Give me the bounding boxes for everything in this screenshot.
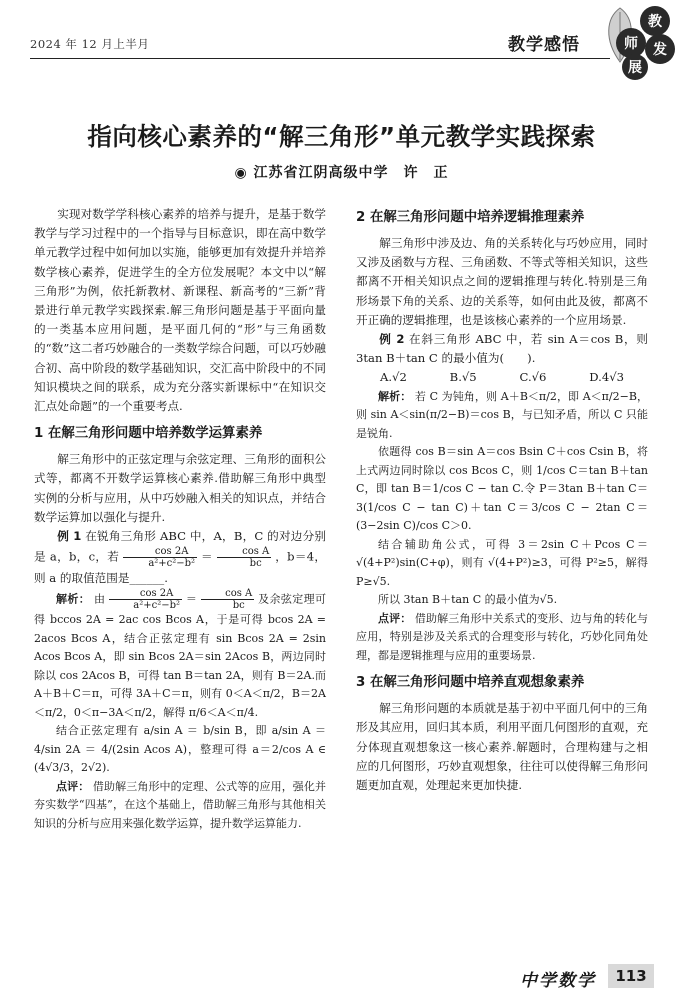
page-number: 113 [608,964,654,988]
header-rule [30,58,610,59]
solution-1-continued: 结合正弦定理有 a/sin A ＝ b/sin B，即 a/sin A ＝ 4/sin 2A ＝ 4/(2sin Acos A)，整理可得 a＝2/cos A ∈ (4√3/3，2√2). [34,724,326,775]
badge-shi: 师 [616,28,646,58]
comment-2 [356,610,648,666]
solution-2-step-2: 依题得 cos B＝sin A＝cos Bsin C＋cos Csin B，将上式两边同时除以 cos Bcos C，则 1/cos C＝tan B＋tan C，即 tan B＝1/cos C − tan C.令 P＝3tan B＋tan C＝3(1/cos C − tan C)＋tan C＝3/cos C − 2tan C＝(3−2sin C)/cos C＞0. [356,445,648,533]
option-b: B.√5 [449,370,477,385]
section-2-paragraph: 解三角形中涉及边、角的关系转化与巧妙应用，同时又涉及函数与方程、三角函数、不等式等相关知识，这些都离不开相关知识点之间的逻辑推理与转化.特别是三角形场景下角的关系、边的关系等，如何由此及彼，都离不开正确的逻辑推理，也是该核心素养的一个应用场景. [356,236,648,327]
example-1-text-a: 在锐角三角形 ABC 中，A，B，C 的对边分别是 a，b，c，若 [34,529,326,564]
badge-fa: 发 [645,34,675,64]
solution-1: 解析： 由 $\frac{\cos 2A}{\text{a²+c²−b²}}$ ＝ $\frac{\text{cos A}}{bc}$ 及余弦定理可得 bccos 2A = 2ac cos Bcos A，于是可得 bcos 2A = 2acos Bcos A，结合正弦定理有 sin Bcos 2A = 2sin Acos Bcos A，即 sin Bcos 2A＝sin 2Acos B，两边同时除以 cos 2Acos B，可得 tan B＝tan 2A，则有 B＝2A.而 A＋B＋C＝π，可得 3A＋C＝π，则有 0＜A＜π/2，B＝2A＜π/2，0＜π−3A＜π/2，解得 π/6＜A＜π/4. [34,588,327,719]
solution-2-step-4: 所以 3tan B＋tan C 的最小值为√5. [378,593,558,607]
badge-jiao: 教 [640,6,670,36]
example-2-options [356,368,648,387]
right-column [356,208,648,795]
section-1-heading: 1 在解三角形问题中培养数学运算素养 [34,426,263,442]
left-column [34,205,326,833]
example-2-text: 在斜三角形 ABC 中，若 sin A＝cos B，则 3tan B＋tan C 的最小值为( ). [356,332,649,366]
solution-1-body: 及余弦定理可得 bccos 2A = 2ac cos Bcos A，于是可得 bcos 2A = 2acos Bcos A，结合正弦定理有 sin Bcos 2A = 2sin Acos Bcos A，即 sin Bcos 2A＝sin 2Acos B，两边同时除以 cos 2Acos B，可得 tan B＝tan 2A，则有 B＝2A.而 A＋B＋C＝π，可得 3A＋C＝π，则有 0＜A＜π/2，B＝2A＜π/2，0＜π−3A＜π/2，解得 π/6＜A＜π/4. [34,592,327,719]
example-2-label: 例 2 [379,332,405,347]
solution-1-lead: 由 [94,592,106,606]
example-1: 例 1 在锐角三角形 ABC 中，A，B，C 的对边分别是 a，b，c，若 $\frac{\cos 2A}{\text{a²+c²−b²}}$ ＝ $\frac{\text{cos A}}{bc}$ ，b＝4，则 a 的取值范围是______. [34,529,327,586]
option-a: A.√2 [380,370,407,385]
solution-2-step-3: 结合辅助角公式，可得 3＝2sin C＋Pcos C＝√(4+P²)sin(C+φ)，则有 √(4+P²)≥3，可得 P²≥5，解得 P≥√5. [356,537,648,588]
example-2 [356,330,648,368]
solution-1-label: 解析： [56,592,91,606]
solution-2-step-1: 若 C 为钝角，则 A＋B＜π/2，即 A＜π/2−B，则 sin A＜sin(π/2−B)＝cos B，与已知矛盾，所以 C 只能是锐角. [356,389,649,440]
comment-1 [34,778,326,834]
intro-paragraph: 实现对数学学科核心素养的培养与提升，是基于数学教学与学习过程中的一个指导与目标意识，即在高中数学单元教学过程中如何加以实施，能够更加有效提升并培养数学核心素养，促进学生的全方位发展呢？本文中以“解三角形”为例，依托新教材、新课程、新高考的“三新”背景进行单元教学实践探索.解三角形问题是基于平面向量的一类基本应用问题，是平面几何的“形”与三角函数的“数”这二者巧妙融合的一类数学综合问题，可以巧妙融合初、高中阶段的数学基础知识，交汇高中阶段中的不同知识模块之间的联系，成为充分落实新课标中“在知识交汇点处命题”的一个重要考点. [34,207,326,414]
author-line: ◉ 江苏省江阴高级中学 许 正 [234,165,449,181]
section-3-heading: 3 在解三角形问题中培养直观想象素养 [356,675,585,691]
solution-2-label: 解析： [378,389,412,403]
article-title: 指向核心素养的“解三角形”单元教学实践探索 [87,122,596,151]
comment-1-label: 点评： [56,779,90,793]
section-2-heading: 2 在解三角形问题中培养逻辑推理素养 [356,210,585,225]
issue-date: 2024 年 12 月上半月 [30,37,150,51]
journal-logo: 中学数学 [520,971,596,991]
example-1-fraction-1: $\frac{\cos 2A}{\text{a²+c²−b²}}$ [123,546,197,569]
option-c: C.√6 [519,370,547,385]
section-3-paragraph: 解三角形问题的本质就是基于初中平面几何中的三角形及其应用，回归其本质，利用平面几何图形的直观，充分体现直观想象这一核心素养.解题时，合理构建与之相应的几何图形，巧妙直观想象，往往可以使得解三角形问题更加直观，处理起来更加快捷. [356,701,648,792]
comment-1-text: 借助解三角形中的定理、公式等的应用，强化并夯实数学“四基”，在这个基础上，借助解三角形与其他相关知识的分析与应用来强化数学运算，提升数学运算能力. [34,779,327,830]
section-1-paragraph: 解三角形中的正弦定理与余弦定理、三角形的面积公式等，都离不开数学运算核心素养.借助解三角形中典型实例的分析与应用，从中巧妙融入相关的知识点，并结合数学运算加以强化与提升. [34,452,326,524]
example-1-label: 例 1 [57,529,82,544]
badge-zhan: 展 [622,54,648,80]
example-1-fraction-2: $\frac{\text{cos A}}{bc}$ [217,546,271,569]
comment-2-text: 借助解三角形中关系式的变形、边与角的转化与应用，特别是涉及关系式的合理变形与转化，巧妙化同角处理，都是逻辑推理与应用的重要场景. [356,611,649,662]
comment-2-label: 点评： [378,611,412,625]
solution-2 [356,388,648,444]
column-title: 教学感悟 [508,35,580,55]
option-d: D.4√3 [589,370,624,385]
example-1-text-b: ，b＝4，则 a 的取值范围是______. [34,549,327,586]
